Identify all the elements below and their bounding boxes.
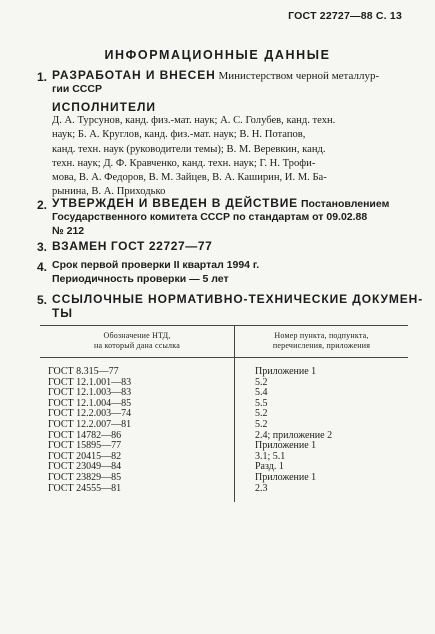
- cell-clause: 2.3: [255, 482, 268, 494]
- cell-clause: 2.4; приложение 2: [255, 429, 333, 441]
- section-4-line1: Срок первой проверки II квартал 1994 г.: [52, 259, 260, 271]
- cell-document: ГОСТ 23049—84: [40, 462, 235, 473]
- cell-document: ГОСТ 15895—77: [40, 441, 235, 452]
- cell-clause: 5.2: [255, 408, 268, 420]
- section-2-rest: Постановлением: [301, 198, 390, 210]
- table-row: [40, 473, 408, 484]
- section-1-line1: [52, 68, 379, 82]
- cell-document: ГОСТ 20415—82: [40, 452, 235, 463]
- cell-clause: 5.2: [255, 376, 268, 388]
- cell-clause: Приложение 1: [255, 471, 317, 483]
- page-title: ИНФОРМАЦИОННЫЕ ДАННЫЕ: [104, 48, 331, 62]
- cell-document: ГОСТ 23829—85: [40, 473, 235, 484]
- section-5-line1: ССЫЛОЧНЫЕ НОРМАТИВНО-ТЕХНИЧЕСКИЕ ДОКУМЕН-: [52, 292, 424, 306]
- column-header-clause-line1: Номер пункта, подпункта,: [274, 331, 369, 340]
- column-header-document-line1: Обозначение НТД,: [103, 331, 171, 340]
- cell-clause: Приложение 1: [255, 366, 317, 377]
- cell-document: ГОСТ 12.1.001—83: [40, 378, 235, 389]
- section-2-line2: Государственного комитета СССР по стандартам от 09.02.88: [52, 211, 368, 223]
- section-5-line2: ТЫ: [52, 306, 73, 320]
- table-row: [40, 484, 408, 503]
- table-row: [40, 420, 408, 431]
- cell-clause: 5.4: [255, 387, 268, 399]
- cell-clause: Приложение 1: [255, 440, 317, 452]
- cell-clause: Разд. 1: [255, 461, 284, 473]
- executors-list: [52, 114, 422, 200]
- section-1-rest: Министерством черной металлур-: [218, 70, 380, 82]
- table-row: [40, 358, 408, 378]
- executors-line: канд. техн. наук (руководители темы); В. М. Веревкин, канд.: [52, 143, 326, 155]
- section-4-line2: Периодичность проверки — 5 лет: [52, 273, 229, 285]
- section-3-text: ВЗАМЕН ГОСТ 22727—77: [52, 239, 213, 253]
- section-3-number: 3.: [37, 240, 48, 254]
- cell-clause: 3.1; 5.1: [255, 450, 286, 462]
- cell-document: ГОСТ 12.2.007—81: [40, 420, 235, 431]
- section-2-line1: [52, 196, 389, 210]
- cell-document: ГОСТ 12.1.004—85: [40, 399, 235, 410]
- executors-line: Д. А. Турсунов, канд. физ.-мат. наук; А. С. Голубев, канд. техн.: [52, 115, 336, 126]
- table-header-row: [40, 326, 408, 358]
- cell-document: ГОСТ 12.2.003—74: [40, 409, 235, 420]
- cell-clause: 5.5: [255, 397, 268, 409]
- section-4-number: 4.: [37, 260, 48, 274]
- page-header: ГОСТ 22727—88 С. 13: [288, 10, 402, 22]
- executors-heading: ИСПОЛНИТЕЛИ: [52, 100, 157, 114]
- references-table: [40, 325, 408, 502]
- cell-document: ГОСТ 24555—81: [40, 484, 235, 503]
- executors-line: техн. наук; Д. Ф. Кравченко, канд. техн. наук; Г. Н. Трофи-: [52, 157, 316, 169]
- section-2-number: 2.: [37, 198, 48, 212]
- cell-document: ГОСТ 12.1.003—83: [40, 388, 235, 399]
- section-2-lead: УТВЕРЖДЕН И ВВЕДЕН В ДЕЙСТВИЕ: [52, 196, 298, 210]
- section-1-lead: РАЗРАБОТАН И ВНЕСЕН: [52, 68, 216, 82]
- column-header-clause-line2: перечисления, приложения: [272, 341, 371, 350]
- column-header-document-line2: на который дана ссылка: [94, 341, 180, 350]
- section-1-line2: гии СССР: [52, 83, 102, 95]
- cell-clause: 5.2: [255, 418, 268, 430]
- column-header-document: [40, 326, 235, 358]
- section-2-line3: № 212: [52, 225, 85, 237]
- cell-document: ГОСТ 14782—86: [40, 431, 235, 442]
- executors-line: наук; Б. А. Круглов, канд. физ.-мат. наук; В. Н. Потапов,: [52, 129, 306, 141]
- section-1-number: 1.: [37, 70, 48, 84]
- cell-document: ГОСТ 8.315—77: [40, 358, 235, 378]
- executors-line: рынина, В. А. Приходько: [52, 186, 166, 198]
- column-header-clause: [235, 326, 409, 358]
- section-5-number: 5.: [37, 293, 48, 307]
- executors-line: мова, В. А. Федоров, В. М. Зайцев, В. А. Каширин, И. М. Ба-: [52, 172, 327, 184]
